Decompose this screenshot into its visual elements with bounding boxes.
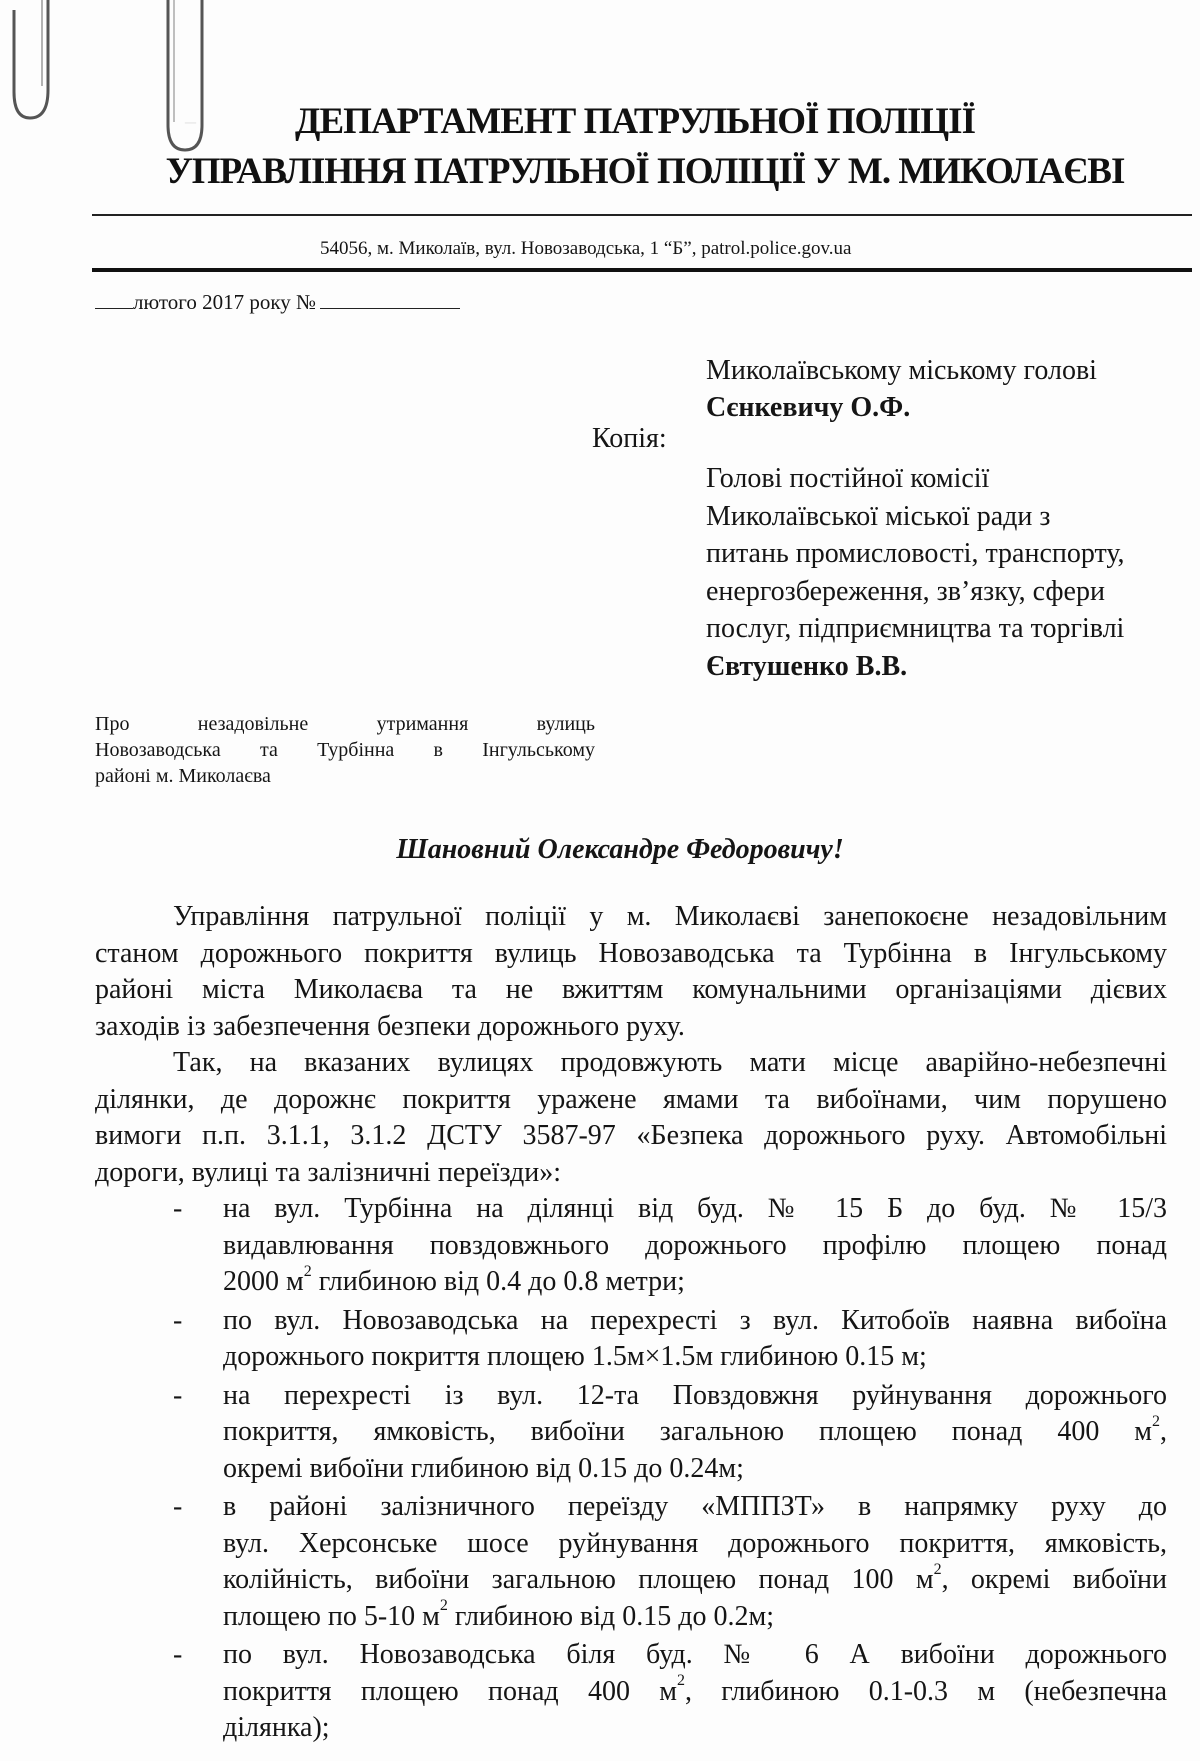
list-item-line: в районі залізничного переїзду «МППЗТ» в напрямку руху до <box>223 1491 1167 1522</box>
list-dash: - <box>173 1379 183 1411</box>
list-dash: - <box>173 1304 183 1336</box>
paragraph1-line: районі міста Миколаєва та не вжиттям комунальними організаціями дієвих <box>95 974 1167 1005</box>
list-item-line: покриття, ямковість, вибоїни загальною площею понад 400 $м^2$, <box>223 1412 1167 1447</box>
date-line <box>95 288 460 315</box>
paperclip-icon <box>0 0 220 170</box>
paragraph2-line: Так, на вказаних вулицях продовжують мати місце аварійно-небезпечні <box>173 1047 1167 1078</box>
copy-recipient-name: Євтушенко В.В. <box>706 650 908 682</box>
greeting: Шановний Олександре Федоровичу! <box>396 834 844 865</box>
list-item-line: вул. Херсонське шосе руйнування дорожнього покриття, ямковість, <box>223 1527 1167 1559</box>
date-text: лютого 2017 року № <box>133 290 317 314</box>
org-title-line1: ДЕПАРТАМЕНТ ПАТРУЛЬНОЇ ПОЛІЦІЇ <box>295 101 975 142</box>
list-item <box>95 1191 1167 1301</box>
list-item-line: по вул. Новозаводська біля буд. № 6 А вибоїни дорожнього <box>223 1639 1167 1670</box>
number-blank <box>320 288 460 309</box>
list-item-line: окремі вибоїни глибиною від 0.15 до 0.24м; <box>223 1452 744 1484</box>
list-item <box>95 1637 1167 1747</box>
subject-line: Новозаводська та Турбінна в Інгульському <box>95 739 595 761</box>
org-title-line2: УПРАВЛІННЯ ПАТРУЛЬНОЇ ПОЛІЦІЇ У М. МИКОЛАЄВІ <box>165 151 1125 192</box>
recipient-block <box>706 352 1097 426</box>
copy-line: Голові постійної комісії <box>706 463 990 494</box>
list-dash: - <box>173 1193 183 1224</box>
body-paragraphs <box>95 899 1167 1191</box>
list-item-line: видавлювання повздовжнього дорожнього профілю площею понад <box>223 1229 1167 1261</box>
org-address: 54056, м. Миколаїв, вул. Новозаводська, 1 “Б”, patrol.police.gov.ua <box>320 238 852 259</box>
copy-line: енергозбереження, зв’язку, сфери <box>706 575 1105 607</box>
subject-line: районі м. Миколаєва <box>95 765 271 787</box>
list-item-line: дорожнього покриття площею 1.5м×1.5м глибиною 0.15 м; <box>223 1341 927 1372</box>
day-blank <box>95 288 133 309</box>
paragraph1-line: Управління патрульної поліції у м. Миколаєві занепокоєне незадовільним <box>173 901 1167 932</box>
list-item-line: на вул. Турбінна на ділянці від буд. № 15 Б до буд. № 15/3 <box>223 1193 1167 1224</box>
list-item <box>95 1489 1167 1635</box>
recipient-title: Миколаївському міському голові <box>706 355 1097 386</box>
paragraph1-line: станом дорожнього покриття вулиць Новозаводська та Турбінна в Інгульському <box>95 937 1167 969</box>
show-through-mark: – <box>185 108 229 133</box>
list-item-line: колійність, вибоїни загальною площею понад 100 $м^2$, окремі вибоїни <box>223 1560 1167 1595</box>
list-item-line: на перехресті із вул. 12-та Повздовжня руйнування дорожнього <box>223 1379 1167 1411</box>
list-dash: - <box>173 1639 183 1670</box>
header-rule-top <box>92 214 1192 216</box>
recipient-name: Сєнкевичу О.Ф. <box>706 392 911 423</box>
list-dash: - <box>173 1491 183 1522</box>
header-rule-bottom <box>92 268 1192 272</box>
list-item <box>95 1378 1167 1488</box>
paragraph2-line: вимоги п.п. 3.1.1, 3.1.2 ДСТУ 3587-97 «Безпека дорожнього руху. Автомобільні <box>95 1120 1167 1151</box>
list-item-line: по вул. Новозаводська на перехресті з вул. Китобоїв наявна вибоїна <box>223 1304 1167 1336</box>
list-item-line: покриття площею понад 400 $м^2$, глибиною 0.1-0.3 м (небезпечна <box>223 1672 1167 1707</box>
paragraph1-line: заходів із забезпечення безпеки дорожнього руху. <box>95 1010 685 1042</box>
copy-line: Миколаївської міської ради з <box>706 500 1051 532</box>
list-item-line: ділянка); <box>223 1712 330 1743</box>
copy-recipient-block <box>706 460 1125 685</box>
list-item-line: площею по 5-10 $м^2$ глибиною від 0.15 до 0.2м; <box>223 1597 775 1632</box>
paragraph2-line: ділянки, де дорожнє покриття уражене ямами та вибоїнами, чим порушено <box>95 1083 1167 1115</box>
subject-line: Про незадовільне утримання вулиць <box>95 713 595 735</box>
list-item <box>95 1303 1167 1376</box>
copy-line: послуг, підприємництва та торгівлі <box>706 613 1125 644</box>
violations-list <box>95 1191 1167 1749</box>
list-item-line: 2000 $м^2$ глибиною від 0.4 до 0.8 метри; <box>223 1262 685 1297</box>
paragraph2-line: дороги, вулиці та залізничні переїзди»: <box>95 1156 562 1188</box>
copy-label: Копія: <box>592 423 667 454</box>
letter-subject <box>95 711 595 789</box>
copy-line: питань промисловості, транспорту, <box>706 538 1125 569</box>
